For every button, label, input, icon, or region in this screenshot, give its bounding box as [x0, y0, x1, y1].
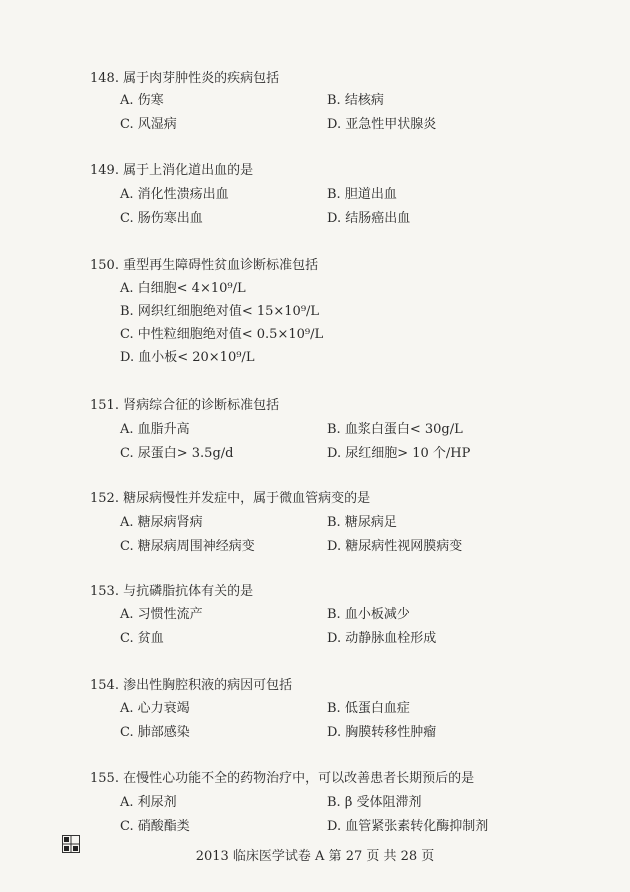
question-stem: 152. 糖尿病慢性并发症中，属于微血管病变的是 — [90, 491, 371, 506]
question-stem: 154. 渗出性胸腔积液的病因可包括 — [90, 678, 293, 693]
page-footer: 2013 临床医学试卷 A 第 27 页 共 28 页 — [195, 849, 435, 864]
option-d: D. 血小板< 20×10⁹/L — [120, 350, 255, 365]
option-a: A. 血脂升高 — [120, 422, 190, 437]
option-a: A. 糖尿病肾病 — [120, 515, 203, 530]
option-d: D. 动静脉血栓形成 — [327, 631, 437, 646]
question-stem: 150. 重型再生障碍性贫血诊断标准包括 — [90, 258, 319, 273]
option-c: C. 贫血 — [120, 631, 164, 646]
option-d: D. 结肠癌出血 — [327, 211, 411, 226]
question-stem: 149. 属于上消化道出血的是 — [90, 163, 254, 178]
option-b: B. 低蛋白血症 — [327, 701, 410, 716]
option-b: B. 糖尿病足 — [327, 515, 397, 530]
option-d: D. 胸膜转移性肿瘤 — [327, 725, 437, 740]
option-d: D. 糖尿病性视网膜病变 — [327, 539, 463, 554]
option-a: A. 心力衰竭 — [120, 701, 190, 716]
option-c: C. 肠伤寒出血 — [120, 211, 203, 226]
option-a: A. 白细胞< 4×10⁹/L — [120, 281, 246, 296]
option-a: A. 习惯性流产 — [120, 607, 203, 622]
option-c: C. 尿蛋白> 3.5g/d — [120, 446, 234, 461]
option-c: C. 硝酸酯类 — [120, 819, 190, 834]
question-stem: 153. 与抗磷脂抗体有关的是 — [90, 584, 254, 599]
question-stem: 148. 属于肉芽肿性炎的疾病包括 — [90, 71, 280, 86]
option-b: B. 血小板减少 — [327, 607, 410, 622]
option-b: B. 血浆白蛋白< 30g/L — [327, 422, 463, 437]
option-d: D. 亚急性甲状腺炎 — [327, 117, 437, 132]
question-stem: 151. 肾病综合征的诊断标准包括 — [90, 398, 280, 413]
option-a: A. 伤寒 — [120, 93, 164, 108]
option-c: C. 风湿病 — [120, 117, 177, 132]
option-b: B. β 受体阻滞剂 — [327, 795, 422, 810]
option-c: C. 糖尿病周围神经病变 — [120, 539, 255, 554]
option-a: A. 利尿剂 — [120, 795, 177, 810]
option-c: C. 中性粒细胞绝对值< 0.5×10⁹/L — [120, 327, 324, 342]
option-b: B. 网织红细胞绝对值< 15×10⁹/L — [120, 304, 320, 319]
question-stem: 155. 在慢性心功能不全的药物治疗中，可以改善患者长期预后的是 — [90, 771, 475, 786]
option-d: D. 血管紧张素转化酶抑制剂 — [327, 819, 489, 834]
option-b: B. 胆道出血 — [327, 187, 397, 202]
option-c: C. 肺部感染 — [120, 725, 190, 740]
option-b: B. 结核病 — [327, 93, 384, 108]
option-a: A. 消化性溃疡出血 — [120, 187, 229, 202]
option-d: D. 尿红细胞> 10 个/HP — [327, 446, 471, 461]
